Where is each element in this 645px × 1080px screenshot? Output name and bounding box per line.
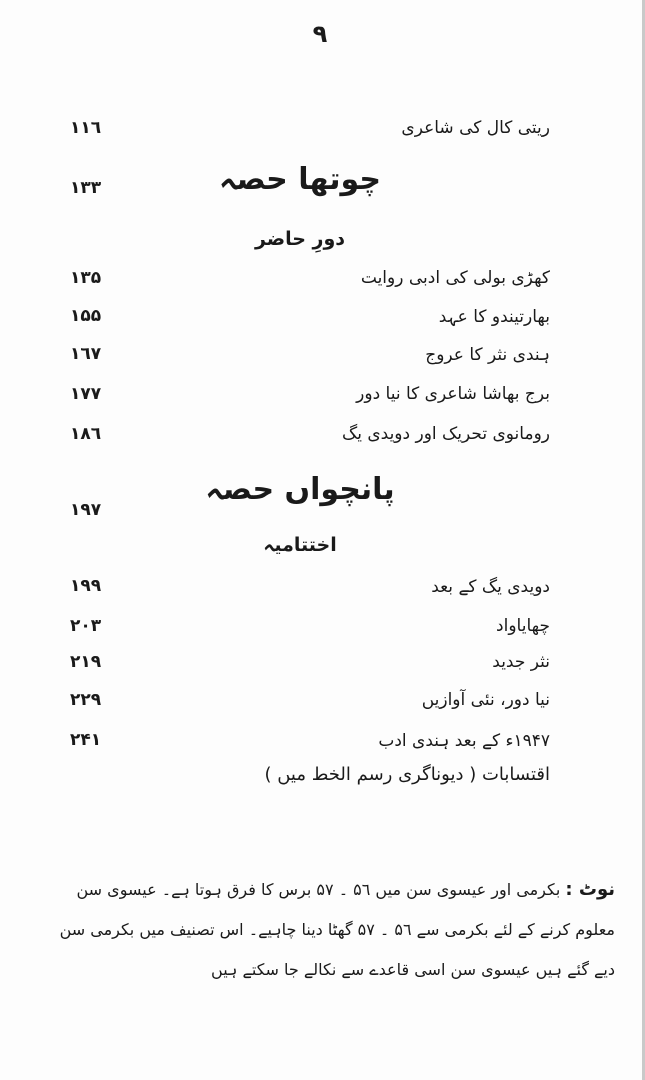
toc-entry xyxy=(70,344,550,374)
toc-entry-title: اقتسابات ( دیوناگری رسم الخط میں ) xyxy=(264,764,550,785)
toc-entry-title: ہندی نثر کا عروج xyxy=(425,345,550,365)
part-heading: پانچواں حصہ xyxy=(205,472,395,507)
footnote-label: نوٹ : xyxy=(565,879,615,900)
toc-entry xyxy=(70,616,550,646)
toc-entry-title: نثر جدید xyxy=(492,652,550,672)
toc-entry-page: ۱۵۵ xyxy=(70,306,102,326)
toc-entry-page: ۲۰۳ xyxy=(70,616,102,636)
toc-entry-page: ۱۷۷ xyxy=(70,384,102,404)
footnote xyxy=(40,870,615,990)
toc-entry xyxy=(70,306,550,336)
toc-entry-page: ۲۱۹ xyxy=(70,652,102,672)
toc-entry xyxy=(70,576,550,606)
toc-entry-page: ۲۲۹ xyxy=(70,690,102,710)
toc-entry xyxy=(70,652,550,682)
toc-entry-page: ۱۳۵ xyxy=(70,268,102,288)
toc-entry-page: ۱۱٦ xyxy=(70,118,102,138)
toc-entry xyxy=(70,690,550,720)
toc-entry-title: رومانوی تحریک اور دویدی یگ xyxy=(341,424,550,444)
part-page: ۱۹۷ xyxy=(70,500,102,520)
toc-entry-page: ۱۸٦ xyxy=(70,424,102,444)
toc-entry-title: ریتی کال کی شاعری xyxy=(401,118,550,138)
toc-entry xyxy=(70,384,550,414)
toc-entry xyxy=(70,730,550,760)
toc-entry xyxy=(70,268,550,298)
toc-entry-page: ۱٦۷ xyxy=(70,344,102,364)
part-subheading: اختتامیہ xyxy=(263,534,337,556)
toc-entry-title: بھارتیندو کا عہد xyxy=(438,307,550,327)
toc-entry-title: نیا دور، نئی آوازیں xyxy=(421,690,550,710)
page-number: ۹ xyxy=(312,20,328,48)
toc-entry xyxy=(70,424,550,454)
toc-entry-title: چھایاواد xyxy=(496,616,550,636)
part-subheading: دورِ حاضر xyxy=(254,228,346,250)
footnote-text: بکرمی اور عیسوی سن میں ۵٦ ۔ ۵۷ برس کا فرق ہوتا ہے۔ عیسوی سن معلوم کرنے کے لئے بکرمی سے ۵٦ ۔ ۵۷ گھٹا دینا چاہیے۔ اس تصنیف میں بکرمی سن دیے گئے ہیں عیسوی سن اسی قاعدے سے نکالے جا سکتے ہیں xyxy=(59,880,615,979)
toc-entry-title: برج بھاشا شاعری کا نیا دور xyxy=(356,384,550,404)
toc-entry xyxy=(70,764,550,794)
toc-entry-page: ۱۹۹ xyxy=(70,576,102,596)
toc-entry-title: دویدی یگ کے بعد xyxy=(431,577,550,597)
toc-entry-title: کھڑی بولی کی ادبی روایت xyxy=(360,268,550,288)
part-page: ۱۳۳ xyxy=(70,178,102,198)
toc-entry xyxy=(70,118,550,148)
part-heading: چوتھا حصہ xyxy=(219,162,381,197)
toc-entry-page: ۲۴۱ xyxy=(70,730,102,750)
toc-entry-title: ۱۹۴۷ء کے بعد ہندی ادب xyxy=(378,731,550,751)
